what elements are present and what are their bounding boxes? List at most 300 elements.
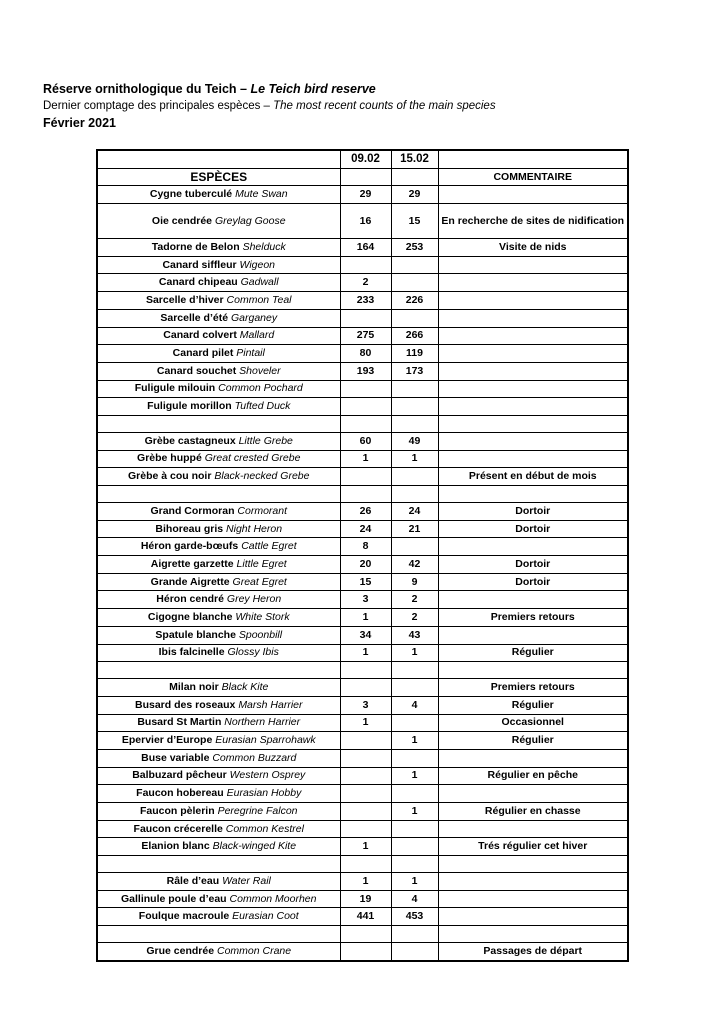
title-english: Le Teich bird reserve — [250, 82, 376, 96]
comment-cell: Régulier — [438, 696, 628, 714]
comment-cell: Passages de départ — [438, 943, 628, 961]
title-separator: – — [236, 82, 251, 96]
empty-cell — [97, 415, 340, 432]
empty-cell — [340, 662, 391, 679]
count-cell-date-2 — [391, 838, 438, 856]
empty-cell — [97, 662, 340, 679]
empty-cell — [97, 926, 340, 943]
count-cell-date-1 — [340, 820, 391, 838]
species-name-french: Cigogne blanche — [147, 610, 233, 623]
count-cell-date-1 — [340, 380, 391, 398]
table-row — [97, 732, 628, 750]
count-cell-date-1: 2 — [340, 274, 391, 292]
species-cell — [97, 626, 340, 644]
species-name-french: Milan noir — [169, 681, 219, 694]
count-cell-date-2: 173 — [391, 362, 438, 380]
count-cell-date-2: 119 — [391, 345, 438, 363]
species-cell — [97, 309, 340, 327]
table-row — [97, 838, 628, 856]
count-cell-date-1: 1 — [340, 609, 391, 627]
count-cell-date-1: 20 — [340, 556, 391, 574]
empty-cell — [438, 856, 628, 873]
species-cell — [97, 890, 340, 908]
empty-cell — [391, 486, 438, 503]
table-row — [97, 468, 628, 486]
species-name-english: Pintail — [236, 347, 265, 360]
species-name-english: Common Pochard — [218, 382, 303, 395]
empty-cell — [391, 415, 438, 432]
comment-cell: Visite de nids — [438, 239, 628, 257]
species-name-french: Canard colvert — [163, 329, 237, 342]
species-name-french: Sarcelle d’été — [160, 311, 229, 324]
empty-cell — [438, 926, 628, 943]
comment-cell — [438, 820, 628, 838]
count-cell-date-1 — [340, 309, 391, 327]
count-cell-date-1 — [340, 398, 391, 416]
species-name-english: Black-winged Kite — [212, 840, 297, 853]
species-cell — [97, 556, 340, 574]
species-name-english: Western Osprey — [229, 769, 306, 782]
species-name-french: Fuligule morillon — [147, 400, 232, 413]
count-cell-date-2: 24 — [391, 503, 438, 521]
subtitle-english: The most recent counts of the main species — [273, 100, 496, 112]
count-cell-date-2: 15 — [391, 204, 438, 239]
species-name-english: Peregrine Falcon — [217, 804, 298, 817]
species-name-english: Greylag Goose — [214, 214, 286, 227]
count-cell-date-2: 226 — [391, 292, 438, 310]
species-cell — [97, 696, 340, 714]
count-cell-date-2: 1 — [391, 873, 438, 891]
table-header-row-dates — [97, 150, 628, 168]
species-name-french: Ibis falcinelle — [158, 646, 225, 659]
species-name-french: Busard des roseaux — [135, 698, 236, 711]
document-header — [43, 80, 496, 132]
table-row — [97, 644, 628, 662]
count-cell-date-1 — [340, 785, 391, 803]
count-cell-date-2 — [391, 380, 438, 398]
table-row — [97, 204, 628, 239]
table-row — [97, 890, 628, 908]
species-name-french: Foulque macroule — [138, 910, 230, 923]
table-spacer-row — [97, 926, 628, 943]
species-cell — [97, 785, 340, 803]
count-cell-date-2 — [391, 468, 438, 486]
count-cell-date-2 — [391, 398, 438, 416]
species-name-english: Garganey — [231, 311, 278, 324]
comment-cell: Régulier — [438, 732, 628, 750]
count-cell-date-1 — [340, 468, 391, 486]
count-cell-date-1: 34 — [340, 626, 391, 644]
count-cell-date-1 — [340, 767, 391, 785]
count-cell-date-1: 24 — [340, 520, 391, 538]
species-cell — [97, 767, 340, 785]
table-row — [97, 626, 628, 644]
count-cell-date-1: 19 — [340, 890, 391, 908]
species-name-french: Aigrette garzette — [150, 557, 234, 570]
count-cell-date-2 — [391, 538, 438, 556]
header-species: ESPÈCES — [97, 168, 340, 186]
species-name-french: Râle d’eau — [166, 874, 220, 887]
count-cell-date-1: 26 — [340, 503, 391, 521]
document-month: Février 2021 — [43, 116, 116, 130]
species-cell — [97, 908, 340, 926]
table-row — [97, 186, 628, 204]
species-name-english: Common Kestrel — [225, 822, 304, 835]
species-name-french: Canard souchet — [156, 364, 237, 377]
species-cell — [97, 644, 340, 662]
species-name-french: Grèbe huppé — [137, 452, 202, 465]
count-cell-date-2: 4 — [391, 890, 438, 908]
species-name-french: Tadorne de Belon — [151, 240, 240, 253]
species-cell — [97, 398, 340, 416]
table-row — [97, 256, 628, 274]
comment-cell — [438, 292, 628, 310]
species-cell — [97, 327, 340, 345]
count-cell-date-1: 1 — [340, 644, 391, 662]
count-cell-date-2: 1 — [391, 803, 438, 821]
species-name-english: Common Crane — [217, 944, 292, 957]
species-name-french: Faucon crécerelle — [133, 822, 223, 835]
count-cell-date-2: 9 — [391, 573, 438, 591]
comment-cell — [438, 327, 628, 345]
species-cell — [97, 573, 340, 591]
table-row — [97, 292, 628, 310]
species-name-english: Little Egret — [236, 557, 287, 570]
count-cell-date-2: 1 — [391, 767, 438, 785]
count-cell-date-1: 60 — [340, 432, 391, 450]
count-cell-date-2: 42 — [391, 556, 438, 574]
count-cell-date-1: 193 — [340, 362, 391, 380]
table-row — [97, 714, 628, 732]
table-row — [97, 556, 628, 574]
empty-cell — [438, 415, 628, 432]
comment-cell — [438, 256, 628, 274]
empty-cell — [391, 856, 438, 873]
table-row — [97, 749, 628, 767]
count-cell-date-2 — [391, 820, 438, 838]
species-cell — [97, 679, 340, 697]
empty-cell — [97, 856, 340, 873]
table-row — [97, 820, 628, 838]
species-name-english: Northern Harrier — [224, 716, 301, 729]
count-cell-date-2: 1 — [391, 450, 438, 468]
species-cell — [97, 838, 340, 856]
species-name-french: Grand Cormoran — [150, 504, 235, 517]
count-cell-date-1: 164 — [340, 239, 391, 257]
table-row — [97, 380, 628, 398]
species-name-english: Shelduck — [242, 240, 286, 253]
header-blank-cell — [438, 150, 628, 168]
empty-cell — [97, 486, 340, 503]
species-name-french: Grue cendrée — [146, 944, 215, 957]
table-row — [97, 274, 628, 292]
empty-cell — [340, 926, 391, 943]
count-cell-date-2: 266 — [391, 327, 438, 345]
species-name-english: Mute Swan — [235, 188, 288, 201]
document-subtitle — [43, 98, 496, 114]
comment-cell — [438, 908, 628, 926]
count-cell-date-1: 15 — [340, 573, 391, 591]
comment-cell: Dortoir — [438, 556, 628, 574]
species-name-french: Canard pilet — [172, 347, 234, 360]
species-cell — [97, 186, 340, 204]
count-cell-date-2 — [391, 679, 438, 697]
species-name-english: Common Buzzard — [212, 751, 297, 764]
comment-cell: Présent en début de mois — [438, 468, 628, 486]
header-date-2: 15.02 — [391, 150, 438, 168]
species-name-french: Canard siffleur — [162, 258, 237, 271]
species-cell — [97, 538, 340, 556]
count-cell-date-1 — [340, 943, 391, 961]
count-cell-date-2 — [391, 256, 438, 274]
species-cell — [97, 714, 340, 732]
species-name-english: Eurasian Sparrohawk — [215, 734, 316, 747]
subtitle-separator: – — [260, 100, 274, 112]
bird-count-table — [96, 149, 629, 962]
comment-cell — [438, 538, 628, 556]
species-name-english: Shoveler — [239, 364, 281, 377]
table-row — [97, 679, 628, 697]
species-name-english: Wigeon — [239, 258, 276, 271]
count-cell-date-2: 43 — [391, 626, 438, 644]
species-cell — [97, 256, 340, 274]
species-name-french: Spatule blanche — [155, 628, 236, 641]
species-name-english: Black Kite — [221, 681, 269, 694]
header-date-1: 09.02 — [340, 150, 391, 168]
count-cell-date-1: 3 — [340, 696, 391, 714]
empty-cell — [340, 856, 391, 873]
table-row — [97, 609, 628, 627]
species-cell — [97, 820, 340, 838]
species-name-french: Héron garde-bœufs — [140, 540, 239, 553]
table-header-row-labels — [97, 168, 628, 186]
species-name-english: Night Heron — [226, 522, 283, 535]
comment-cell — [438, 749, 628, 767]
table-spacer-row — [97, 662, 628, 679]
species-name-french: Héron cendré — [156, 593, 224, 606]
table-row — [97, 908, 628, 926]
comment-cell: Premiers retours — [438, 679, 628, 697]
species-name-french: Epervier d’Europe — [121, 734, 213, 747]
species-cell — [97, 503, 340, 521]
table-row — [97, 239, 628, 257]
table-row — [97, 943, 628, 961]
species-cell — [97, 943, 340, 961]
count-cell-date-2: 29 — [391, 186, 438, 204]
species-cell — [97, 468, 340, 486]
species-name-english: Little Grebe — [238, 434, 293, 447]
comment-cell: Régulier en pêche — [438, 767, 628, 785]
count-cell-date-1 — [340, 749, 391, 767]
count-cell-date-1: 233 — [340, 292, 391, 310]
comment-cell — [438, 186, 628, 204]
species-cell — [97, 274, 340, 292]
species-name-english: Cormorant — [237, 504, 288, 517]
table-row — [97, 573, 628, 591]
species-name-french: Grande Aigrette — [150, 575, 230, 588]
count-cell-date-2 — [391, 274, 438, 292]
species-name-french: Cygne tuberculé — [149, 188, 233, 201]
species-cell — [97, 732, 340, 750]
species-name-english: Great Egret — [232, 575, 287, 588]
species-name-french: Oie cendrée — [151, 214, 213, 227]
species-name-french: Bihoreau gris — [155, 522, 224, 535]
species-name-french: Grèbe castagneux — [144, 434, 236, 447]
species-cell — [97, 204, 340, 239]
count-cell-date-2 — [391, 309, 438, 327]
subtitle-french: Dernier comptage des principales espèces — [43, 100, 261, 112]
comment-cell: Trés régulier cet hiver — [438, 838, 628, 856]
count-cell-date-2: 49 — [391, 432, 438, 450]
species-cell — [97, 591, 340, 609]
table-row — [97, 591, 628, 609]
species-cell — [97, 609, 340, 627]
count-cell-date-2: 1 — [391, 732, 438, 750]
species-name-french: Elanion blanc — [141, 840, 210, 853]
table-spacer-row — [97, 486, 628, 503]
species-name-english: Common Moorhen — [229, 892, 317, 905]
species-cell — [97, 803, 340, 821]
count-cell-date-2: 453 — [391, 908, 438, 926]
table-row — [97, 432, 628, 450]
table-row — [97, 767, 628, 785]
count-cell-date-1: 16 — [340, 204, 391, 239]
comment-cell: Premiers retours — [438, 609, 628, 627]
comment-cell — [438, 591, 628, 609]
document-title — [43, 80, 496, 98]
count-cell-date-2: 2 — [391, 609, 438, 627]
count-cell-date-1: 3 — [340, 591, 391, 609]
empty-cell — [391, 926, 438, 943]
table-row — [97, 696, 628, 714]
species-name-french: Fuligule milouin — [134, 382, 216, 395]
species-name-french: Faucon pèlerin — [139, 804, 215, 817]
comment-cell — [438, 785, 628, 803]
count-cell-date-2 — [391, 749, 438, 767]
table-row — [97, 398, 628, 416]
count-cell-date-1: 1 — [340, 873, 391, 891]
species-cell — [97, 362, 340, 380]
count-cell-date-2: 2 — [391, 591, 438, 609]
species-name-english: Eurasian Hobby — [226, 787, 302, 800]
comment-cell — [438, 890, 628, 908]
comment-cell — [438, 450, 628, 468]
table-row — [97, 873, 628, 891]
comment-cell — [438, 432, 628, 450]
table-row — [97, 785, 628, 803]
species-cell — [97, 520, 340, 538]
comment-cell — [438, 362, 628, 380]
count-cell-date-1: 441 — [340, 908, 391, 926]
count-cell-date-2: 4 — [391, 696, 438, 714]
comment-cell: Dortoir — [438, 503, 628, 521]
header-blank-cell — [340, 168, 391, 186]
table-row — [97, 309, 628, 327]
comment-cell: Occasionnel — [438, 714, 628, 732]
species-name-english: Eurasian Coot — [232, 910, 299, 923]
species-name-english: White Stork — [235, 610, 290, 623]
count-cell-date-2 — [391, 785, 438, 803]
comment-cell — [438, 345, 628, 363]
species-cell — [97, 292, 340, 310]
species-name-english: Cattle Egret — [241, 540, 297, 553]
empty-cell — [438, 486, 628, 503]
species-name-french: Balbuzard pêcheur — [132, 769, 227, 782]
table-row — [97, 450, 628, 468]
species-cell — [97, 873, 340, 891]
species-cell — [97, 749, 340, 767]
count-cell-date-2: 253 — [391, 239, 438, 257]
species-name-french: Sarcelle d’hiver — [145, 293, 224, 306]
title-french: Réserve ornithologique du Teich — [43, 82, 237, 96]
table-row — [97, 520, 628, 538]
species-name-english: Water Rail — [222, 874, 271, 887]
species-name-french: Buse variable — [141, 751, 210, 764]
species-name-french: Gallinule poule d’eau — [121, 892, 227, 905]
comment-cell — [438, 274, 628, 292]
species-name-english: Glossy Ibis — [227, 646, 279, 659]
table-row — [97, 803, 628, 821]
species-name-english: Marsh Harrier — [238, 698, 303, 711]
count-cell-date-1 — [340, 256, 391, 274]
species-cell — [97, 432, 340, 450]
comment-cell: Régulier — [438, 644, 628, 662]
count-cell-date-1 — [340, 732, 391, 750]
species-name-english: Gadwall — [240, 276, 279, 289]
empty-cell — [438, 662, 628, 679]
count-cell-date-1: 1 — [340, 450, 391, 468]
species-name-french: Grèbe à cou noir — [128, 470, 212, 483]
count-cell-date-2 — [391, 943, 438, 961]
species-cell — [97, 380, 340, 398]
count-cell-date-1 — [340, 803, 391, 821]
count-cell-date-1: 29 — [340, 186, 391, 204]
species-name-english: Mallard — [239, 329, 275, 342]
empty-cell — [391, 662, 438, 679]
table-row — [97, 538, 628, 556]
bird-count-table-body — [97, 150, 628, 961]
count-cell-date-1: 1 — [340, 714, 391, 732]
species-name-english: Black-necked Grebe — [214, 470, 310, 483]
count-cell-date-2: 21 — [391, 520, 438, 538]
species-cell — [97, 345, 340, 363]
header-blank-cell — [97, 150, 340, 168]
species-cell — [97, 450, 340, 468]
species-name-english: Great crested Grebe — [204, 452, 301, 465]
count-cell-date-2: 1 — [391, 644, 438, 662]
header-blank-cell — [391, 168, 438, 186]
species-name-french: Canard chipeau — [158, 276, 238, 289]
count-cell-date-1: 80 — [340, 345, 391, 363]
header-comment: COMMENTAIRE — [438, 168, 628, 186]
table-spacer-row — [97, 415, 628, 432]
comment-cell: En recherche de sites de nidification — [438, 204, 628, 239]
comment-cell — [438, 626, 628, 644]
species-name-english: Spoonbill — [238, 628, 283, 641]
count-cell-date-1: 275 — [340, 327, 391, 345]
empty-cell — [340, 486, 391, 503]
species-name-english: Tufted Duck — [234, 400, 291, 413]
empty-cell — [340, 415, 391, 432]
comment-cell: Dortoir — [438, 520, 628, 538]
species-name-french: Faucon hobereau — [136, 787, 224, 800]
table-row — [97, 327, 628, 345]
species-cell — [97, 239, 340, 257]
count-cell-date-2 — [391, 714, 438, 732]
count-cell-date-1: 1 — [340, 838, 391, 856]
comment-cell: Dortoir — [438, 573, 628, 591]
count-cell-date-1 — [340, 679, 391, 697]
